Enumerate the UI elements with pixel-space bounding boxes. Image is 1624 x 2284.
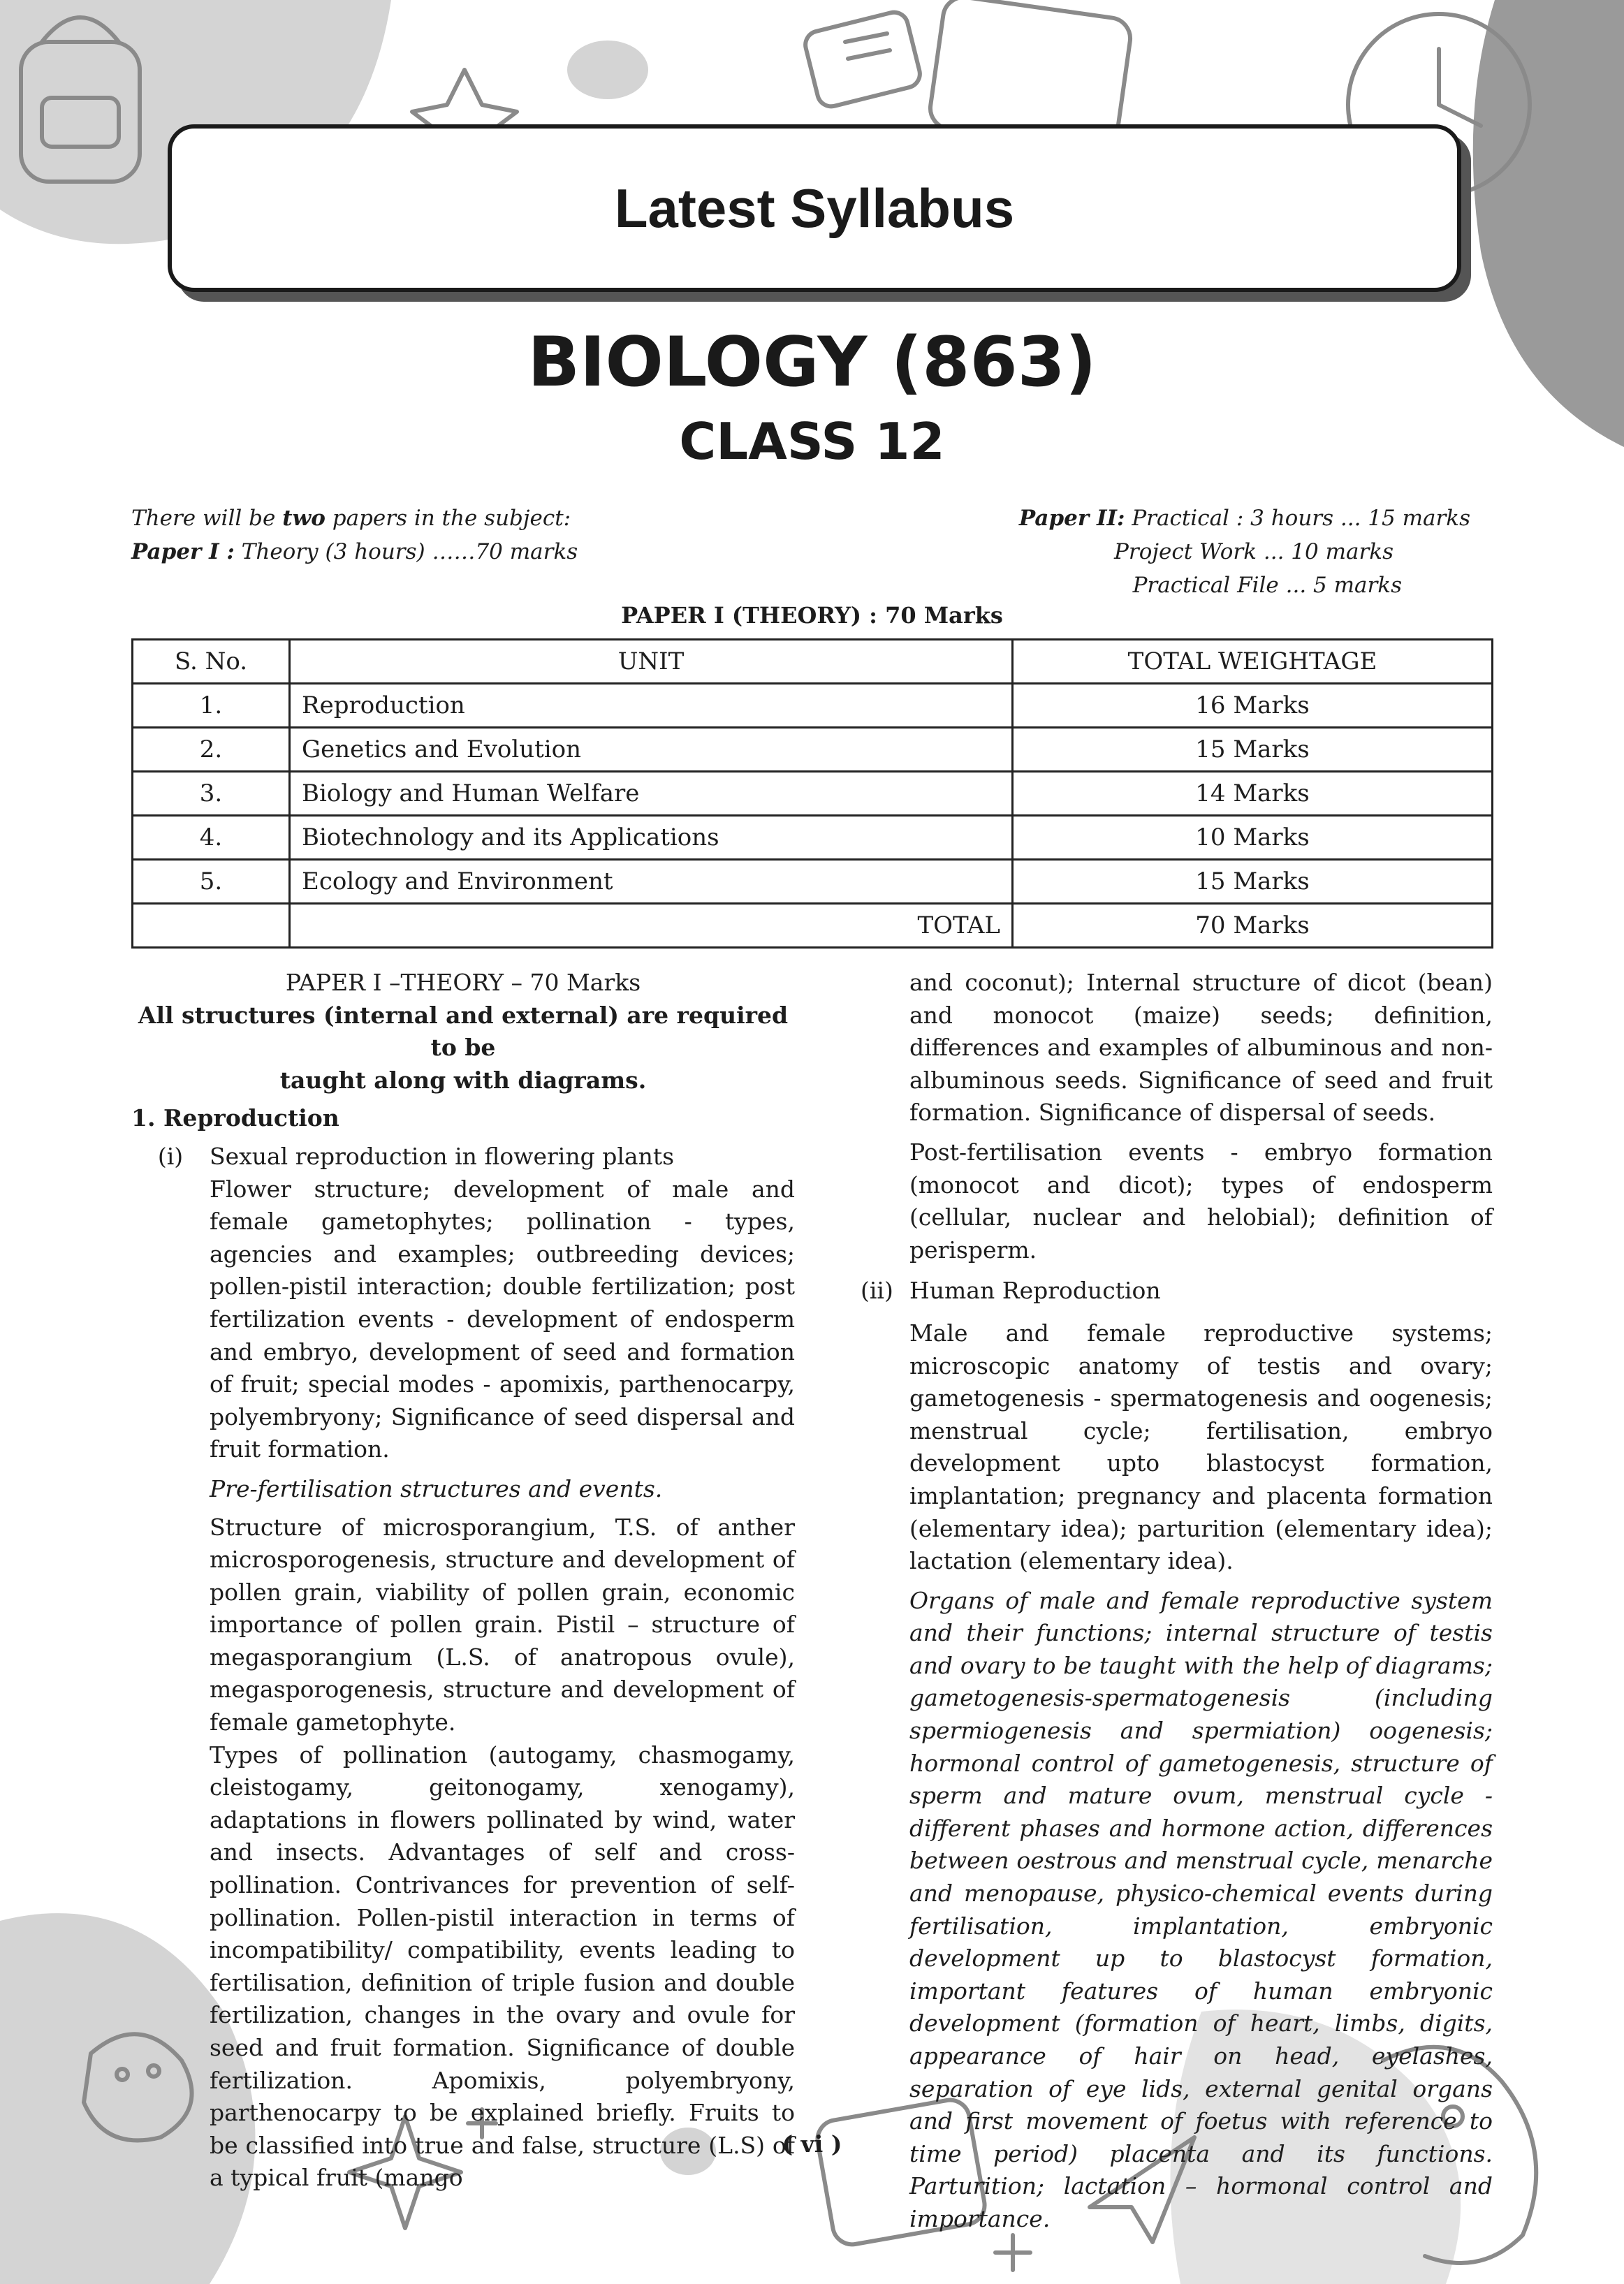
- left-column: [131, 967, 795, 2202]
- header-weightage: TOTAL WEIGHTAGE: [1013, 640, 1493, 684]
- italic-note: Pre-fertilisation structures and events.: [210, 1474, 663, 1502]
- subsection-heading: [861, 1275, 1493, 1308]
- paper-one-line: Paper I : Theory (3 hours) ……70 marks: [131, 539, 578, 564]
- row-unit: Ecology and Environment: [290, 860, 1013, 904]
- section-title: 1. Reproduction: [131, 1104, 339, 1132]
- subsection-title: Sexual reproduction in flowering plants: [210, 1142, 675, 1170]
- syllabus-banner: [168, 124, 1461, 292]
- row-unit: Genetics and Evolution: [290, 728, 1013, 772]
- row-unit: Biotechnology and its Applications: [290, 816, 1013, 860]
- paper-two-line: Paper II: Practical : 3 hours ... 15 marks: [1018, 506, 1470, 531]
- row-weightage: 15 Marks: [1013, 860, 1493, 904]
- diagram-note-line1: All structures (internal and external) are required to be: [138, 1001, 789, 1062]
- project-work-line: Project Work ... 10 marks: [1114, 539, 1393, 564]
- papers-info-right: [1019, 502, 1470, 602]
- diagram-note-line2: taught along with diagrams.: [279, 1066, 647, 1094]
- paragraph: Flower structure; development of male and female gametophytes; pollination - types, agencies and examples; outbreeding devices; pollen-pistil interaction; double fertilization; post fertilization events - development of endosperm and embryo, development of seed and formation of fruit; special modes - apomixis, parthenocarpy, polyembryony; Significance of seed dispersal and fruit formation.: [210, 1175, 795, 1463]
- table-caption: PAPER I (THEORY) : 70 Marks: [621, 602, 1003, 629]
- row-sno: 1.: [133, 684, 290, 728]
- italic-paragraph: Organs of male and female reproductive system and their functions; internal structure of testis and ovary to be taught with the help of diagrams; gametogenesis-spermatogenesis (including spermiogenesis and spermiation) oogenesis; hormonal control of gametogenesis, structure of sperm and mature ovum, menstrual cycle - different phases and hormone action, differences between oestrous and menstrual cycle, menarche and menopause, physico-chemical events during fertilisation, implantation, embryonic development up to blastocyst formation, important features of human embryonic development (formation of heart, limbs, digits, appearance of hair on head, eyelashes, separation of eye lids, external genital organs and first movement of foetus with reference to time period) placenta and its functions. Parturition; lactation – hormonal control and importance.: [909, 1586, 1493, 2232]
- total-empty-cell: [133, 904, 290, 948]
- notebook-doodle: [803, 9, 923, 109]
- paragraph: Structure of microsporangium, T.S. of anther microsporogenesis, structure and development of pollen grain, viability of pollen grain, economic importance of pollen grain. Pistil – structure of megasporangium (L.S. of anatropous ovule), megasporogenesis, structure and development of female gametophyte.: [210, 1513, 795, 1736]
- row-weightage: 16 Marks: [1013, 684, 1493, 728]
- blob-dot-top: [567, 41, 648, 99]
- row-unit: Biology and Human Welfare: [290, 772, 1013, 816]
- subsection-number: (ii): [861, 1277, 893, 1305]
- total-value: 70 Marks: [1013, 904, 1493, 948]
- subsection-number: (i): [157, 1142, 184, 1170]
- weightage-table: [131, 638, 1493, 949]
- row-sno: 2.: [133, 728, 290, 772]
- table-row: [133, 772, 1493, 816]
- practical-file-line: Practical File ... 5 marks: [1132, 573, 1402, 598]
- row-sno: 3.: [133, 772, 290, 816]
- header-sno: S. No.: [133, 640, 290, 684]
- page-number: ( vi ): [782, 2130, 842, 2158]
- class-title: CLASS 12: [679, 412, 945, 471]
- paragraph: Post-fertilisation events - embryo formation (monocot and dicot); types of endosperm (cellular, nuclear and helobial); definition of perisperm.: [909, 1138, 1493, 1264]
- row-unit: Reproduction: [290, 684, 1013, 728]
- paragraph: Types of pollination (autogamy, chasmogamy, cleistogamy, geitonogamy, xenogamy), adaptations in flowers pollinated by wind, water and insects. Advantages of self and cross-pollination. Contrivances for prevention of self-pollination. Pollen-pistil interaction in terms of incompatibility/ compatibility, events leading to fertilisation, definition of triple fusion and double fertilization, changes in the ovary and ovule for seed and fruit formation. Significance of double fertilization. Apomixis, polyembryony, parthenocarpy to be explained briefly. Fruits to be classified into true and false, structure (L.S) of a typical fruit (mango: [210, 1741, 795, 2192]
- total-label: TOTAL: [290, 904, 1013, 948]
- subsection-body: [210, 1173, 795, 2195]
- table-row: [133, 860, 1493, 904]
- subsection-heading: [131, 1141, 795, 1173]
- subsection-title: Human Reproduction: [909, 1277, 1161, 1305]
- table-total-row: [133, 904, 1493, 948]
- row-sno: 5.: [133, 860, 290, 904]
- paragraph: Male and female reproductive systems; microscopic anatomy of testis and ovary; gametogenesis - spermatogenesis and oogenesis; menstrual cycle; fertilisation, embryo development upto blastocyst formation, implantation; pregnancy and placenta formation (elementary idea); parturition (elementary idea); lactation (elementary idea).: [909, 1319, 1493, 1575]
- row-weightage: 15 Marks: [1013, 728, 1493, 772]
- right-column: [861, 967, 1493, 2243]
- row-sno: 4.: [133, 816, 290, 860]
- table-header-row: [133, 640, 1493, 684]
- continued-body: [909, 967, 1493, 1266]
- papers-count-line: There will be two papers in the subject:: [131, 506, 571, 531]
- papers-info-left: [131, 502, 578, 569]
- table-row: [133, 816, 1493, 860]
- header-unit: UNIT: [290, 640, 1013, 684]
- banner-title: Latest Syllabus: [614, 177, 1015, 239]
- row-weightage: 10 Marks: [1013, 816, 1493, 860]
- paper-heading: PAPER I –THEORY – 70 Marks: [285, 969, 641, 996]
- row-weightage: 14 Marks: [1013, 772, 1493, 816]
- subject-title: BIOLOGY (863): [527, 323, 1097, 402]
- paragraph: and coconut); Internal structure of dicot (bean) and monocot (maize) seeds; definition, differences and examples of albuminous and non-albuminous seeds. Significance of seed and fruit formation. Significance of dispersal of seeds.: [909, 969, 1493, 1127]
- table-row: [133, 684, 1493, 728]
- table-row: [133, 728, 1493, 772]
- subsection-body: [909, 1317, 1493, 2236]
